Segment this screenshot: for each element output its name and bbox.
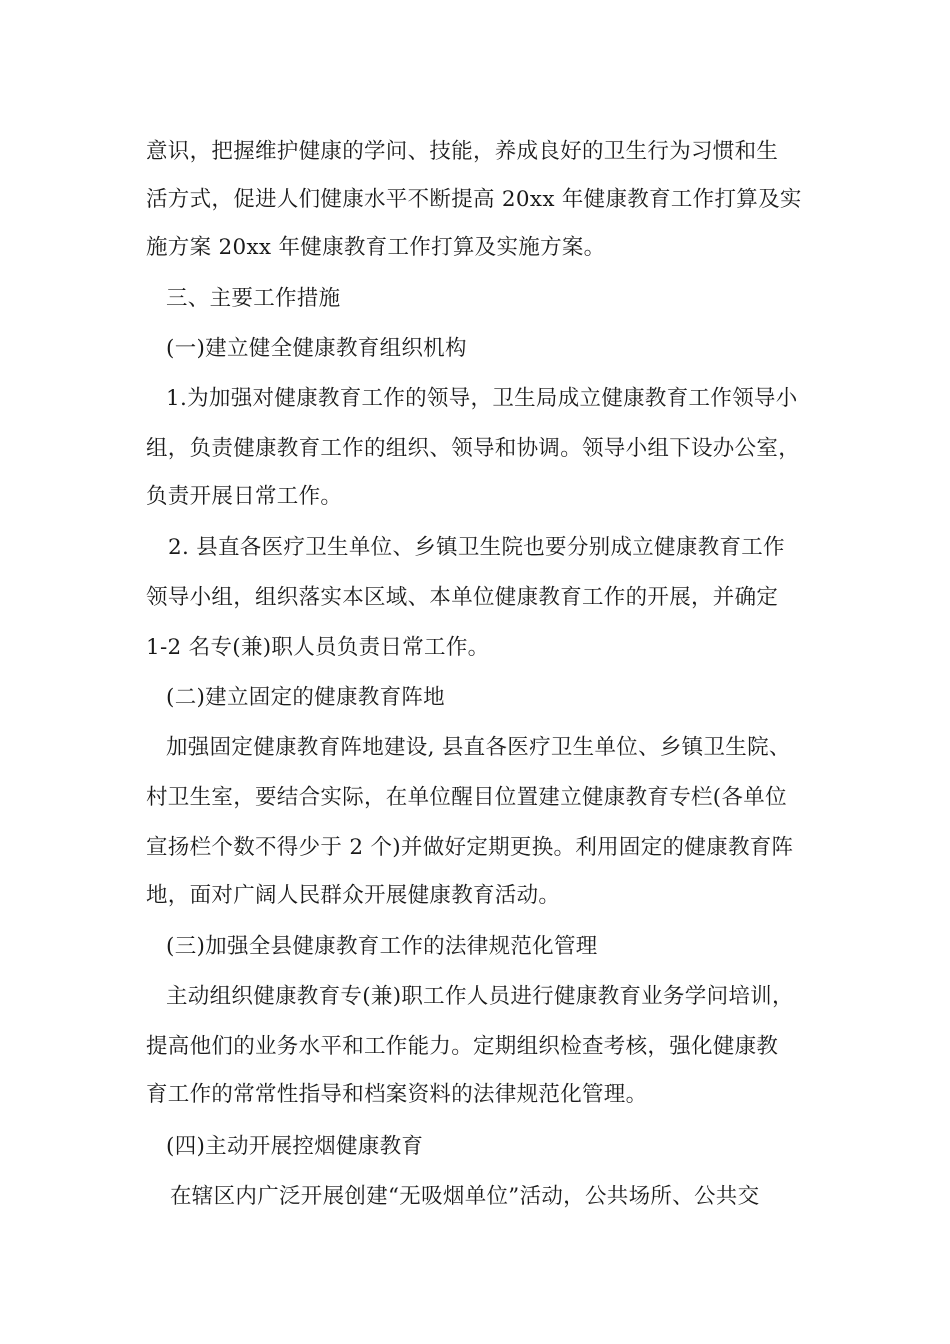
paragraph-line: 施方案 20xx 年健康教育工作打算及实施方案。: [146, 235, 606, 260]
paragraph-line: 育工作的常常性指导和档案资料的法律规范化管理。: [146, 1082, 648, 1107]
paragraph-line: 村卫生室，要结合实际，在单位醒目位置建立健康教育专栏(各单位: [146, 785, 787, 810]
paragraph-line: 负责开展日常工作。: [146, 484, 343, 509]
paragraph-line: 组，负责健康教育工作的组织、领导和协调。领导小组下设办公室，: [146, 436, 801, 461]
paragraph-line: 领导小组，组织落实本区域、本单位健康教育工作的开展，并确定: [146, 585, 779, 610]
paragraph-line: 意识，把握维护健康的学问、技能，养成良好的卫生行为习惯和生: [146, 139, 779, 164]
paragraph-line: 2. 县直各医疗卫生单位、乡镇卫生院也要分别成立健康教育工作: [168, 535, 785, 560]
paragraph-line: 提高他们的业务水平和工作能力。定期组织检查考核，强化健康教: [146, 1034, 779, 1059]
paragraph-line: 1.为加强对健康教育工作的领导，卫生局成立健康教育工作领导小: [166, 386, 798, 411]
subsection-heading: (四)主动开展控烟健康教育: [166, 1134, 424, 1159]
paragraph-line: 宣扬栏个数不得少于 2 个)并做好定期更换。利用固定的健康教育阵: [146, 835, 794, 860]
paragraph-line: 地，面对广阔人民群众开展健康教育活动。: [146, 883, 561, 908]
subsection-heading: (三)加强全县健康教育工作的法律规范化管理: [166, 934, 598, 959]
subsection-heading: (二)建立固定的健康教育阵地: [166, 685, 445, 710]
paragraph-line: 1-2 名专(兼)职人员负责日常工作。: [146, 635, 490, 660]
paragraph-line: 主动组织健康教育专(兼)职工作人员进行健康教育业务学问培训，: [166, 984, 794, 1009]
paragraph-line: 加强固定健康教育阵地建设, 县直各医疗卫生单位、乡镇卫生院、: [166, 735, 791, 760]
subsection-heading: (一)建立健全健康教育组织机构: [166, 336, 467, 361]
paragraph-line: 在辖区内广泛开展创建“无吸烟单位”活动，公共场所、公共交: [170, 1184, 760, 1209]
paragraph-line: 活方式，促进人们健康水平不断提高 20xx 年健康教育工作打算及实: [146, 187, 802, 212]
section-heading: 三、主要工作措施: [166, 286, 341, 311]
